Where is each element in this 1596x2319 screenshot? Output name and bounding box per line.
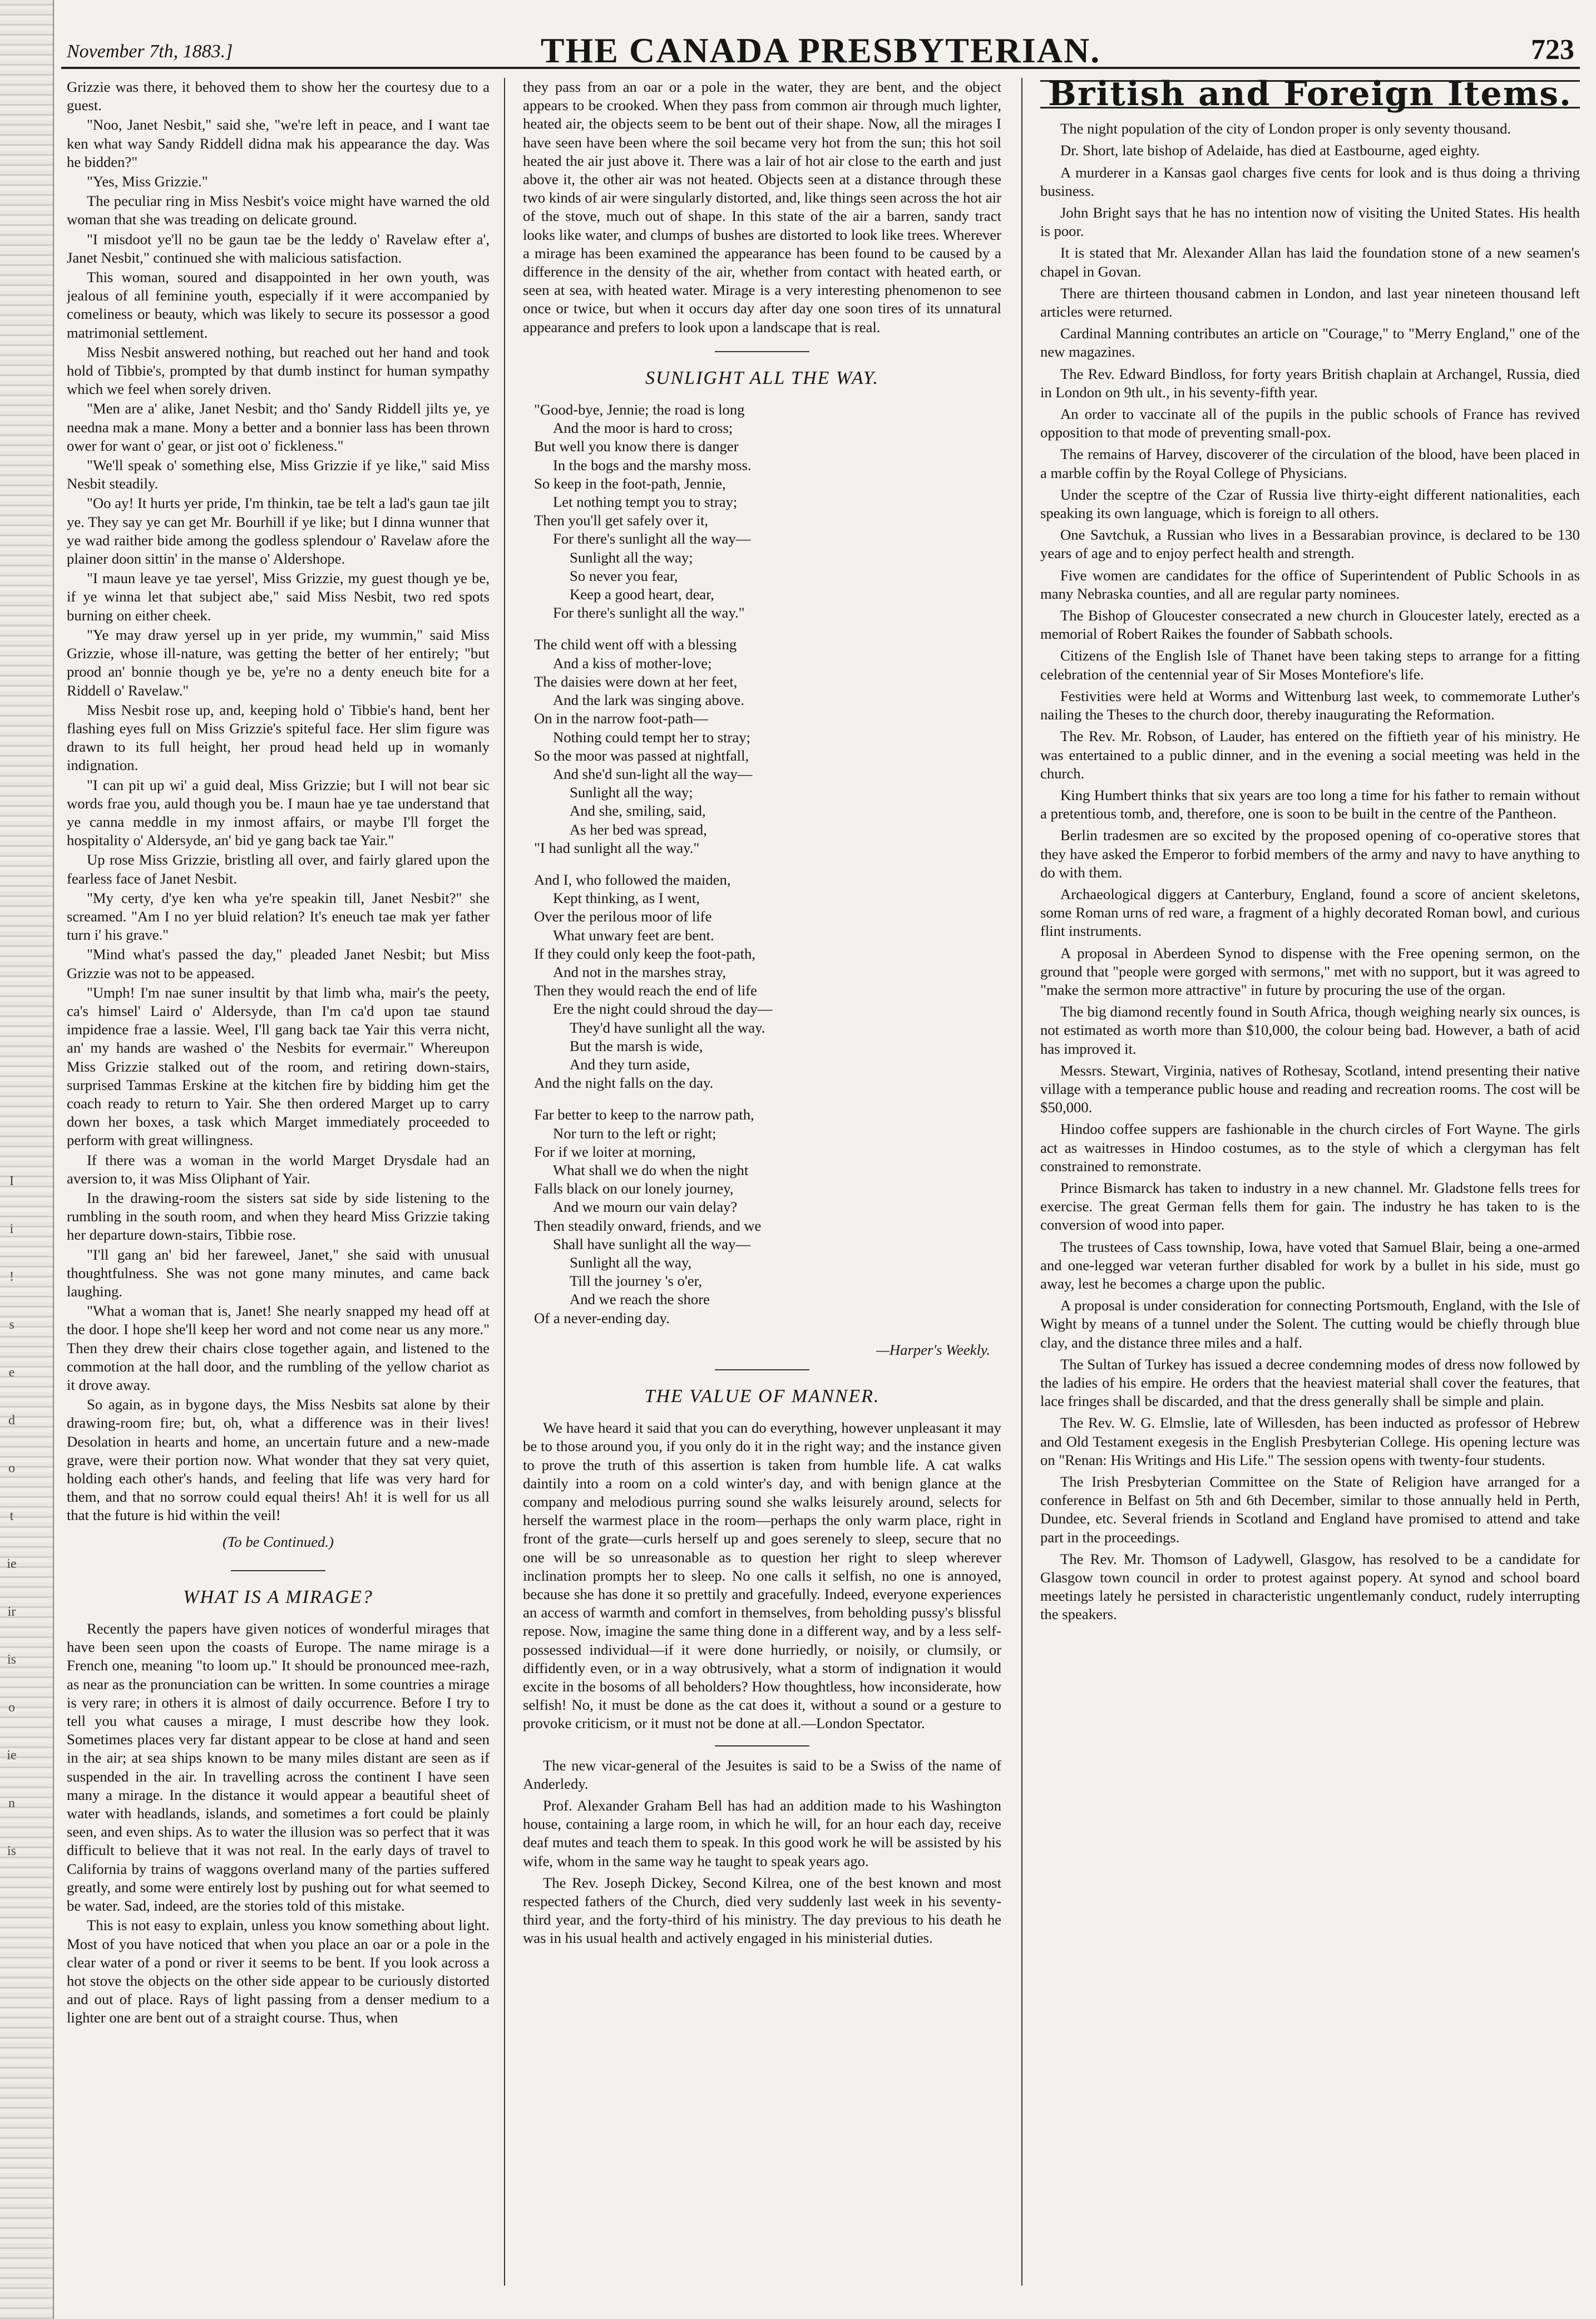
news-item: It is stated that Mr. Alexander Allan has laid the foundation stone of a new seamen's chapel in Govan. bbox=[1040, 244, 1580, 280]
story-paragraph: "Oo ay! It hurts yer pride, I'm thinkin, tae be telt a lad's gaun tae jilt ye. They say ye can get Mr. Bourhill if ye like; but I dinna wunner that ye wad raither bide among the godless splendour o' Ravelaw afore the plainer doon sittin' in the manse o' Aldershope. bbox=[67, 495, 490, 568]
poem-line: They'd have sunlight all the way. bbox=[570, 1019, 765, 1036]
poem-line: Ere the night could shroud the day— bbox=[553, 1000, 773, 1018]
news-item: Prince Bismarck has taken to industry in a new channel. Mr. Gladstone fells trees for exercise. The great German fells them for gain. The industry he has taken to is the conversion of wood into paper. bbox=[1040, 1179, 1580, 1233]
story-paragraph: "What a woman that is, Janet! She nearly snapped my head off at the door. I hope she'll keep her word and not come near us any more." Then they drew their chairs close together again, and listened to the commotion at the hall door, and the rumbling of the yellow chariot as it drove away. bbox=[67, 1302, 490, 1394]
news-item: The big diamond recently found in South Africa, though weighing nearly six ounces, is not estimated as worth more than $10,000, the colour being bad. However, a bath of acid has improved it. bbox=[1040, 1003, 1580, 1057]
masthead bbox=[61, 22, 1580, 69]
story-paragraph: "Yes, Miss Grizzie." bbox=[87, 173, 208, 190]
poem-line: On in the narrow foot-path— bbox=[534, 710, 708, 727]
article-title-mirage: WHAT IS A MIRAGE? bbox=[183, 1586, 373, 1607]
issue-date: November 7th, 1883.] bbox=[67, 41, 233, 62]
story-paragraph: "Ye may draw yersel up in yer pride, my wummin," said Miss Grizzie, whose ill-nature, was getting the better of her entirely; "but prood an' bonnie though ye be, ye're no a denty eneuch bite for a Riddell o' Ravelaw." bbox=[67, 626, 490, 699]
news-item: The new vicar-general of the Jesuites is said to be a Swiss of the name of Anderledy. bbox=[523, 1756, 1001, 1792]
margin-mark: n bbox=[8, 1796, 15, 1810]
poem-line: And the night falls on the day. bbox=[534, 1074, 714, 1092]
poem-line: What unwary feet are bent. bbox=[553, 926, 714, 944]
story-paragraph: Grizzie was there, it behoved them to show her the courtesy due to a guest. bbox=[67, 78, 490, 114]
poem-line: And she'd sun-light all the way— bbox=[553, 765, 753, 782]
to-be-continued: (To be Continued.) bbox=[223, 1533, 334, 1550]
poem-line: For there's sunlight all the way." bbox=[553, 604, 745, 621]
poem-stanza bbox=[534, 1106, 1001, 1327]
section-title-british-foreign: British and Foreign Items. bbox=[1040, 80, 1580, 108]
story-paragraph: Up rose Miss Grizzie, bristling all over, and fairly glared upon the fearless face of Janet Nesbit. bbox=[67, 851, 490, 887]
poem-line: For if we loiter at morning, bbox=[534, 1143, 696, 1160]
article-paragraph: Recently the papers have given notices of wonderful mirages that have been seen upon the coasts of Europe. The name mirage is a French one, meaning "to loom up." It should be pronounced mee-razh, as near as the pronunciation can be written. In some countries a mirage is very rare; in others it is almost of daily occurrence. Before I try to tell you what causes a mirage, I must describe how they look. Sometimes places very far distant appear to be close at hand and seen in the air; at sea ships known to be many miles distant are seen as if suspended in the air. In travelling across the continent I have seen many a mirage. In the distance it would appear a beautiful sheet of water with headlands, islands, and sometimes a fort could be plainly seen, and even ships. As to water the illusion was so perfect that it was difficult to believe that it was not real. In the early days of travel to California by trains of waggons overland many of the parties suffered greatly, and some were entirely lost by pushing out for what seemed to be water. Sad, indeed, are the stories told of this mistake. bbox=[67, 1620, 490, 1915]
poem-line: Of a never-ending day. bbox=[534, 1309, 670, 1326]
poem-line: And we reach the shore bbox=[570, 1291, 710, 1308]
news-item: An order to vaccinate all of the pupils in the public schools of France has revived opposition to that mode of preventing small-pox. bbox=[1040, 406, 1580, 441]
news-item: A proposal in Aberdeen Synod to dispense with the Free opening sermon, on the ground that "people were gorged with sermons," met with no support, but it was agreed to "make the sermon more attractive" in future by procuring the use of the organ. bbox=[1040, 944, 1580, 998]
story-paragraph: "Noo, Janet Nesbit," said she, "we're left in peace, and I want tae ken what way Sandy Riddell didna mak his appearance the day. Was he bidden?" bbox=[67, 116, 490, 170]
poem-line: Keep a good heart, dear, bbox=[570, 586, 714, 603]
margin-mark: d bbox=[8, 1413, 15, 1428]
poem-line: As her bed was spread, bbox=[570, 821, 707, 838]
column-rule bbox=[1021, 78, 1022, 2286]
story-paragraph: This woman, soured and disappointed in her own youth, was jealous of all feminine youth, especially if it were accompanied by comeliness or beauty, which was likely to secure its possessor a good matrimonial settlement. bbox=[67, 269, 490, 341]
news-item: Festivities were held at Worms and Wittenburg last week, to commemorate Luther's nailing the Theses to the church door, thereby inaugurating the Reformation. bbox=[1040, 687, 1580, 723]
margin-mark: t bbox=[9, 1509, 14, 1523]
news-item: The Irish Presbyterian Committee on the State of Religion have arranged for a conference in Belfast on 5th and 6th December, similar to those annually held in Perth, Dundee, etc. Several friends in Scotland and England have promised to attend and take part in the proceedings. bbox=[1040, 1473, 1580, 1546]
poem-line: Let nothing tempt you to stray; bbox=[553, 494, 738, 511]
poem-line: But well you know there is danger bbox=[534, 438, 739, 455]
poem-line: The daisies were down at her feet, bbox=[534, 673, 738, 690]
page-number: 723 bbox=[1531, 34, 1574, 66]
news-item: The trustees of Cass township, Iowa, have voted that Samuel Blair, being a one-armed and one-legged war veteran further disabled for work by a bullet in his side, must go away, lest he becomes a charge upon the public. bbox=[1040, 1238, 1580, 1292]
story-paragraph: "Mind what's passed the day," pleaded Janet Nesbit; but Miss Grizzie was not to be appeased. bbox=[67, 946, 490, 981]
margin-mark: ie bbox=[7, 1748, 17, 1763]
poem-line: And I, who followed the maiden, bbox=[534, 871, 731, 888]
poem-line: Sunlight all the way, bbox=[570, 1254, 692, 1271]
news-item: Citizens of the English Isle of Thanet have been taking steps to arrange for a fitting celebration of the centennial year of Sir Moses Montefiore's life. bbox=[1040, 647, 1580, 683]
poem-stanza bbox=[534, 871, 1001, 1092]
margin-mark: ir bbox=[7, 1605, 16, 1619]
column-1 bbox=[67, 78, 490, 2286]
poem-line: If they could only keep the foot-path, bbox=[534, 945, 755, 962]
poem-stanza bbox=[534, 401, 1001, 622]
poem-line: And not in the marshes stray, bbox=[553, 963, 727, 980]
news-item: John Bright says that he has no intention now of visiting the United States. His health is poor. bbox=[1040, 204, 1580, 240]
poem-line: Then they would reach the end of life bbox=[534, 982, 757, 999]
newspaper-title: THE CANADA PRESBYTERIAN. bbox=[540, 31, 1101, 70]
story-paragraph: The peculiar ring in Miss Nesbit's voice might have warned the old woman that she was treading on delicate ground. bbox=[67, 193, 490, 228]
story-paragraph: Miss Nesbit rose up, and, keeping hold o' Tibbie's hand, bent her flashing eyes full on Miss Grizzie's spiteful face. Her slim figure was drawn to its full height, her proud head held up in womanly indignation. bbox=[67, 701, 490, 774]
news-item: Five women are candidates for the office of Superintendent of Public Schools in as many Nebraska counties, and all are regular party nominees. bbox=[1040, 566, 1580, 602]
margin-mark: i bbox=[9, 1222, 14, 1236]
news-item: The Rev. Mr. Thomson of Ladywell, Glasgow, has resolved to be a candidate for Glasgow town council in order to protest against popery. At synod and school board meetings lately he persisted in characteristic ungentlemanly conduct, rudely interrupting the speakers. bbox=[1040, 1550, 1580, 1623]
poem-line: Over the perilous moor of life bbox=[534, 908, 712, 925]
article-paragraph: We have heard it said that you can do everything, however unpleasant it may be to those around you, if you only do it in the right way; and the instance given to prove the truth of this assertion is taken from humble life. A cat walks daintily into a room on a cold winter's day, and with benign glance at the company and melodious purring sound she walks leisurely around, selects for herself the warmest place in the room—perhaps the only warm place, right in front of the grate—curls herself up and goes serenely to sleep, secure that no one will be so unreasonable as to question her right to sleep wherever inclination prompts her to sleep. No one calls it selfish, no one is annoyed, because she has done it so prettily and gracefully. Indeed, everyone experiences an access of warmth and comfort in themselves, from beholding pussy's blissful repose. Now, imagine the same thing done in a different way, and by a less self-possessed individual—if it were done hurriedly, or noisily, or clumsily, or diffidently even, or in a way obtrusively, what a storm of indignation it would excite in the bosoms of all beholders? How thoughtless, how inconsiderate, how selfish! No, it must be done as the cat does it, without a sound or a gesture to provoke criticism, or it must not be done at all.—London Spectator. bbox=[523, 1419, 1001, 1732]
poem-line: The child went off with a blessing bbox=[534, 636, 737, 653]
margin-mark: ie bbox=[7, 1557, 17, 1571]
poem-line: Till the journey 's o'er, bbox=[570, 1272, 703, 1290]
poem-line: And the lark was singing above. bbox=[553, 692, 744, 709]
poem-line: So the moor was passed at nightfall, bbox=[534, 747, 749, 764]
news-item: A murderer in a Kansas gaol charges five cents for look and is thus doing a thriving business. bbox=[1040, 164, 1580, 199]
poem-line: So keep in the foot-path, Jennie, bbox=[534, 475, 726, 492]
article-paragraph: This is not easy to explain, unless you know something about light. Most of you have noticed that when you place an oar or a pole in the clear water of a pond or river it seems to be bent. If you look across a hot stove the objects on the other side appear to be curiously distorted and out of place. Rays of light passing from a denser medium to a lighter one are bent out of a straight course. Thus, when bbox=[67, 1917, 490, 2026]
news-item: The night population of the city of London proper is only seventy thousand. bbox=[1060, 120, 1511, 137]
news-item: Hindoo coffee suppers are fashionable in the church circles of Fort Wayne. The girls act as waitresses in Hindoo costumes, as to the style of which a clergyman has felt constrained to remonstrate. bbox=[1040, 1121, 1580, 1175]
margin-mark: o bbox=[8, 1700, 15, 1715]
poem-line: And a kiss of mother-love; bbox=[553, 654, 712, 672]
story-paragraph: "I maun leave ye tae yersel', Miss Grizzie, my guest though ye be, if ye winna let that subject abe," said Miss Nesbit, two red spots burning on either cheek. bbox=[67, 570, 490, 624]
poem-line: Then steadily onward, friends, and we bbox=[534, 1217, 762, 1234]
poem-line: "I had sunlight all the way." bbox=[534, 839, 700, 856]
poem-line: Shall have sunlight all the way— bbox=[553, 1235, 751, 1252]
news-item: The Sultan of Turkey has issued a decree condemning modes of dress now followed by the ladies of his empire. He orders that the heaviest material shall cover the features, that lace fringes shall be discarded, and that the dress generally shall be simple and plain. bbox=[1040, 1355, 1580, 1410]
article-title-manner: THE VALUE OF MANNER. bbox=[644, 1386, 880, 1407]
poem-line: In the bogs and the marshy moss. bbox=[553, 456, 752, 473]
news-item: Prof. Alexander Graham Bell has had an addition made to his Washington house, containing a large room, in which he will, for an hour each day, receive deaf mutes and teach them to speak. In this good work he will be assisted by his wife, whom in the same way he taught to speak years ago. bbox=[523, 1797, 1001, 1869]
story-paragraph: If there was a woman in the world Marget Drysdale had an aversion to, it was Miss Oliphant of Yair. bbox=[67, 1151, 490, 1187]
poem-line: Nor turn to the left or right; bbox=[553, 1124, 717, 1142]
poem-line: And they turn aside, bbox=[570, 1055, 690, 1073]
poem-line: But the marsh is wide, bbox=[570, 1037, 703, 1054]
column-rule bbox=[504, 78, 505, 2286]
story-paragraph: "I'll gang an' bid her fareweel, Janet," she said with unusual thoughtfulness. She was not gone many minutes, and came back laughing. bbox=[67, 1246, 490, 1300]
news-item: Messrs. Stewart, Virginia, natives of Rothesay, Scotland, intend presenting their native village with a temperance public house and reading and recreation rooms. The cost will be $50,000. bbox=[1040, 1062, 1580, 1116]
news-item: King Humbert thinks that six years are too long a time for his father to remain without a pretentious tomb, and, therefore, one is soon to be built in the centre of the Pantheon. bbox=[1040, 786, 1580, 822]
news-item: The Bishop of Gloucester consecrated a new church in Gloucester lately, erected as a memorial of Robert Raikes the founder of Sabbath schools. bbox=[1040, 607, 1580, 643]
poem-line: Sunlight all the way; bbox=[570, 549, 693, 566]
news-item: Under the sceptre of the Czar of Russia live thirty-eight different nationalities, each speaking its own language, which is foreign to all others. bbox=[1040, 486, 1580, 522]
news-item: There are thirteen thousand cabmen in London, and last year nineteen thousand left articles were returned. bbox=[1040, 284, 1580, 320]
margin-mark: I bbox=[9, 1174, 14, 1188]
story-paragraph: In the drawing-room the sisters sat side by side listening to the rumbling in the south room, and when they heard Miss Grizzie taking her departure down-stairs, Tibbie rose. bbox=[67, 1189, 490, 1244]
news-item: Berlin tradesmen are so excited by the proposed opening of co-operative stores that they have asked the Emperor to forbid members of the army and navy to have anything to do with them. bbox=[1040, 827, 1580, 881]
news-item: The Rev. Edward Bindloss, for forty years British chaplain at Archangel, Russia, died in London on 9th ult., in his seventy-fifth year. bbox=[1040, 365, 1580, 401]
news-item: One Savtchuk, a Russian who lives in a Bessarabian province, is declared to be 130 years of age and to enjoy perfect health and strength. bbox=[1040, 526, 1580, 562]
story-paragraph: "I misdoot ye'll no be gaun tae be the leddy o' Ravelaw efter a', Janet Nesbit," continued she with malicious satisfaction. bbox=[67, 230, 490, 266]
news-item: A proposal is under consideration for connecting Portsmouth, England, with the Isle of Wight by means of a tunnel under the Solent. The cutting would be chiefly through blue clay, and the distance three miles and a half. bbox=[1040, 1297, 1580, 1351]
section-divider bbox=[715, 1745, 809, 1746]
poem-stanza bbox=[534, 635, 1001, 857]
poem-line: And she, smiling, said, bbox=[570, 802, 706, 820]
poem-line: So never you fear, bbox=[570, 567, 678, 584]
story-paragraph: "My certy, d'ye ken wha ye're speakin till, Janet Nesbit?" she screamed. "Am I no yer bluid relation? It's eneuch tae mak yer father turn i' his grave." bbox=[67, 889, 490, 944]
story-paragraph: "We'll speak o' something else, Miss Grizzie if ye like," said Miss Nesbit steadily. bbox=[67, 457, 490, 492]
poem-line: Nothing could tempt her to stray; bbox=[553, 728, 751, 746]
margin-mark: o bbox=[8, 1461, 15, 1476]
poem-line: What shall we do when the night bbox=[553, 1161, 749, 1178]
news-item: The Rev. W. G. Elmslie, late of Willesden, has been inducted as professor of Hebrew and Old Testament exegesis in the English Presbyterian College. His opening lecture was on "Renan: His Writings and His Life." The session opens with twenty-four students. bbox=[1040, 1414, 1580, 1468]
poem-attribution: —Harper's Weekly. bbox=[876, 1341, 990, 1358]
section-divider bbox=[715, 1369, 809, 1370]
poem-line: "Good-bye, Jennie; the road is long bbox=[534, 401, 745, 418]
story-paragraph: So again, as in bygone days, the Miss Nesbits sat alone by their drawing-room fire; but, oh, what a difference was in their lives! Desolation in hearts and home, an uncertain future and a new-made grave, were their portion now. What wonder that they sat very quiet, holding each other's hands, and feeling that life was very hard for them, and that no sorrow could equal theirs! Ah! it is well for us all that the future is hid within the veil! bbox=[67, 1396, 490, 1524]
poem bbox=[534, 401, 1001, 1328]
margin-marks bbox=[3, 1157, 20, 1875]
story-paragraph: "Umph! I'm nae suner insultit by that limb wha, mair's the peety, ca's himsel' Laird o' Aldersyde, than I'm ca'd upon tae staund impidence frae a lassie. Weel, I'll gang back tae Yair this verra nicht, an' my hands are washed o' the Nesbits for evermair." Whereupon Miss Grizzie stalked out of the room, and retiring down-stairs, surprised Tammas Erskine at the kitchen fire by bidding him get the coach ready to return to Yair. She then ordered Marget up to carry down her boxes, a task which Marget immediately proceeded to perform with great willingness. bbox=[67, 984, 490, 1149]
poem-line: And the moor is hard to cross; bbox=[553, 420, 733, 437]
poem-line: For there's sunlight all the way— bbox=[553, 530, 751, 547]
poem-line: Kept thinking, as I went, bbox=[553, 890, 700, 907]
news-item: The remains of Harvey, discoverer of the circulation of the blood, have been placed in a marble coffin by the Royal College of Physicians. bbox=[1040, 446, 1580, 481]
poem-line: Sunlight all the way; bbox=[570, 784, 693, 801]
margin-mark: is bbox=[7, 1652, 16, 1667]
column-2 bbox=[523, 78, 1001, 2286]
poem-title: SUNLIGHT ALL THE WAY. bbox=[645, 367, 879, 388]
news-item: The Rev. Mr. Robson, of Lauder, has entered on the fiftieth year of his ministry. He was entertained to a public dinner, and in the evening a social meeting was held in the church. bbox=[1040, 728, 1580, 782]
margin-mark: ! bbox=[9, 1270, 14, 1284]
poem-line: Falls black on our lonely journey, bbox=[534, 1180, 734, 1197]
poem-line: Far better to keep to the narrow path, bbox=[534, 1106, 754, 1123]
page-binding-edge bbox=[0, 0, 54, 2319]
news-item: The Rev. Joseph Dickey, Second Kilrea, one of the best known and most respected fathers of the Church, died very suddenly last week in his seventy-third year, and the forty-third of his ministry. The day previous to his death he was in his usual health and actively engaged in his ministerial duties. bbox=[523, 1874, 1001, 1947]
news-item: Archaeological diggers at Canterbury, England, found a score of ancient skeletons, some Roman urns of red ware, a fragment of a highly decorated Roman bowl, and curious flint instruments. bbox=[1040, 885, 1580, 940]
story-paragraph: Miss Nesbit answered nothing, but reached out her hand and took hold of Tibbie's, prompted by that dumb instinct for human sympathy which we feel when sorely driven. bbox=[67, 343, 490, 398]
margin-mark: s bbox=[9, 1318, 14, 1332]
news-item: Cardinal Manning contributes an article on "Courage," to "Merry England," one of the new magazines. bbox=[1040, 325, 1580, 361]
section-divider bbox=[231, 1570, 325, 1571]
article-paragraph: they pass from an oar or a pole in the water, they are bent, and the object appears to be crooked. When they pass from common air through much lighter, heated air, the objects seem to be bent out of their shape. Now, all the mirages I have seen have been where the soil became very hot from the sun; this hot soil heated the air just above it. There was a lair of hot air close to the earth and just above it, the other air was not heated. Objects seen at a distance through these two kinds of air were singularly distorted, and, like things seen across the hot air of the stove, much out of shape. In this state of the air a barren, sandy tract looks like water, and clumps of bushes are distorted to look like trees. Wherever a mirage has been examined the appearance has been found to be caused by a difference in the density of the air, whether from contact with heated earth, or seen at sea, with heated water. Mirage is a very interesting phenomenon to see once or twice, but when it occurs day after day one soon tires of its unnatural appearance and prefers to look upon a landscape that is real. bbox=[523, 78, 1001, 335]
story-paragraph: "I can pit up wi' a guid deal, Miss Grizzie; but I will not bear sic words frae you, auld though you be. I maun hae ye tae understand that ye canna meddle in my inmost affairs, or maybe I'll forget the hospitality o' Aldersyde, an' bid ye gang back tae Yair." bbox=[67, 776, 490, 849]
section-divider bbox=[715, 351, 809, 352]
story-paragraph: "Men are a' alike, Janet Nesbit; and tho' Sandy Riddell jilts ye, ye needna mak a mane. Mony a better and a bonnier lass has been thrown ower for want o' gear, or jist oot o' fickleness." bbox=[67, 400, 490, 454]
poem-line: And we mourn our vain delay? bbox=[553, 1198, 738, 1216]
margin-mark: e bbox=[8, 1365, 15, 1380]
news-item: Dr. Short, late bishop of Adelaide, has died at Eastbourne, aged eighty. bbox=[1060, 142, 1480, 159]
column-3 bbox=[1040, 78, 1580, 2286]
poem-line: Then you'll get safely over it, bbox=[534, 512, 709, 529]
margin-mark: is bbox=[7, 1844, 16, 1858]
